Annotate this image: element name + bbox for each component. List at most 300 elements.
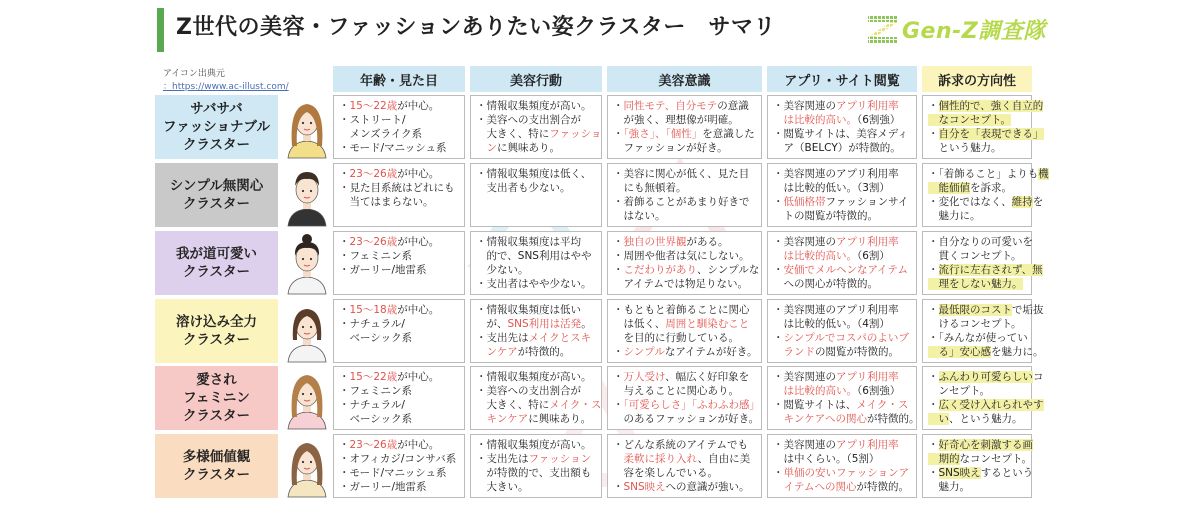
text-segment: ・ガーリー/地雷系 — [339, 481, 427, 493]
cell-text-line — [476, 331, 596, 345]
text-segment: SNS映え — [623, 481, 666, 493]
text-segment: メイクとスキ — [528, 332, 592, 344]
text-segment: アイテムでは物足りない。 — [613, 278, 749, 290]
text-segment: ・美容関連の — [773, 100, 836, 112]
text-segment: を意識した — [702, 128, 755, 140]
text-segment: は比較的低い。（3割） — [773, 182, 890, 194]
text-segment: 大きく、特に — [476, 399, 550, 411]
text-segment: ・ — [613, 399, 624, 411]
cluster-label — [155, 299, 278, 363]
cell-text-line — [613, 480, 756, 494]
cell-beauty-awareness — [607, 434, 762, 498]
text-segment: アプリ利用率 — [836, 439, 899, 451]
text-segment: という魅力。 — [928, 142, 1002, 154]
cell-text-line — [339, 398, 459, 412]
text-segment: なアイテムが好き。 — [664, 346, 758, 358]
cell-text-line — [773, 370, 911, 384]
cell-text-line — [613, 303, 756, 317]
text-segment: 同性モテ、自分モテ — [623, 100, 718, 112]
cluster-label — [155, 231, 278, 295]
text-segment: ・着飾ることがあまり好きで — [613, 196, 750, 208]
text-segment: （6割強） — [857, 114, 901, 126]
cell-text-line — [476, 141, 596, 155]
cluster-name-line: 溶け込み全力 — [176, 314, 257, 330]
cell-text-line — [613, 235, 756, 249]
column-header-3: 美容意識 — [607, 66, 762, 92]
cell-text-line — [773, 466, 911, 480]
text-segment: ・ — [339, 439, 350, 451]
cell-text-line — [613, 317, 756, 331]
cell-text-line — [928, 303, 1044, 317]
text-segment: 最低限のコスト — [938, 304, 1012, 316]
cell-text-line — [773, 235, 911, 249]
text-segment: ・「みんなが使ってい — [928, 332, 1028, 344]
text-segment: に興味あり。 — [528, 413, 592, 425]
text-segment: は比較的高い。 — [773, 250, 857, 262]
text-segment: ンセプト。 — [928, 385, 991, 397]
cell-app-site-browsing — [767, 434, 917, 498]
cell-text-line — [476, 466, 596, 480]
text-segment: が中心。 — [397, 168, 440, 180]
cell-text-line — [928, 249, 1026, 263]
cell-text-line — [339, 438, 459, 452]
text-segment: ・支出者はやや少ない。 — [476, 278, 592, 290]
cell-text-line — [339, 99, 459, 113]
text-segment: ・どんな系統のアイテムでも — [613, 439, 749, 451]
text-segment: けるコンセプト。 — [928, 318, 1022, 330]
text-segment: は中くらい。（5割） — [773, 453, 880, 465]
text-segment: ・ — [339, 371, 350, 383]
cell-text-line — [613, 277, 756, 291]
cell-text-line — [928, 452, 1033, 466]
text-segment: ・美容関連の — [773, 371, 836, 383]
text-segment: メイク・ス — [856, 399, 909, 411]
cell-text-line — [476, 398, 602, 412]
text-segment: ・美容関連のアプリ利用率 — [773, 304, 899, 316]
text-segment: ベーシック系 — [339, 413, 413, 425]
text-segment: 機 — [1038, 168, 1049, 180]
text-segment: にも無頓着。 — [613, 182, 687, 194]
text-segment: ・ — [773, 264, 784, 276]
text-segment: 自分を「表現できる」 — [938, 128, 1044, 140]
text-segment: ・支出先は — [476, 332, 529, 344]
text-segment: 維持 — [1011, 196, 1033, 208]
text-segment: 大きく、特に — [476, 128, 550, 140]
cell-beauty-awareness — [607, 231, 762, 295]
cell-text-line — [339, 370, 459, 384]
cluster-name-line: クラスター — [182, 408, 251, 424]
text-segment: メンズライク系 — [339, 128, 423, 140]
text-segment: 独自の世界観 — [623, 236, 687, 248]
text-segment: ・ — [928, 264, 939, 276]
cluster-label — [155, 163, 278, 227]
cell-text-line — [773, 303, 911, 317]
cell-text-line — [928, 141, 1026, 155]
cell-text-line — [928, 235, 1033, 249]
cell-text-line — [613, 99, 756, 113]
cluster-name-line: クラスター — [182, 196, 251, 212]
text-segment: 少ない。 — [476, 264, 529, 276]
cell-text-line — [476, 384, 596, 398]
text-segment: 万人受け — [623, 371, 666, 383]
cluster-name-line: 多様価値観 — [182, 449, 251, 465]
cell-text-line — [339, 235, 459, 249]
text-segment: 個性的で、強く自立的 — [938, 100, 1044, 112]
cell-text-line — [773, 452, 911, 466]
cell-text-line — [339, 452, 459, 466]
text-segment: 、シンプルな — [697, 264, 760, 276]
text-segment: ・閲覧サイトは、 — [773, 399, 857, 411]
cell-text-line — [476, 99, 596, 113]
text-segment: る」 — [928, 346, 960, 358]
cell-text-line — [476, 317, 596, 331]
cell-text-line — [339, 249, 459, 263]
text-segment: 的で、SNS利用はやや — [476, 250, 592, 262]
cell-text-line — [928, 370, 1044, 384]
text-segment: 単価の安いファッションア — [783, 467, 910, 479]
text-segment: 15～22歳 — [349, 100, 398, 112]
text-segment: 23～26歳 — [349, 236, 398, 248]
text-segment: が特徴的。 — [517, 346, 571, 358]
text-segment: がある。 — [686, 236, 729, 248]
cell-text-line — [476, 113, 596, 127]
man-short-hair-avatar-icon — [282, 164, 332, 226]
cell-text-line — [476, 235, 596, 249]
text-segment: ・もともと着飾ることに関心 — [613, 304, 750, 316]
text-segment: ・周囲や他者は気にしない。 — [613, 250, 750, 262]
cell-text-line — [339, 127, 459, 141]
text-segment: を魅力に。 — [991, 346, 1044, 358]
text-segment: 23～26歳 — [349, 168, 398, 180]
cell-text-line — [928, 167, 1049, 181]
text-segment: 貫くコンセプト。 — [928, 250, 1022, 262]
cell-text-line — [773, 249, 911, 263]
text-segment: SNS利用は活発 — [507, 318, 582, 330]
cell-text-line — [613, 412, 760, 426]
text-segment: 、自由に美 — [697, 453, 751, 465]
text-segment: コ — [1033, 371, 1044, 383]
text-segment: 「強さ」、「個性」 — [623, 128, 703, 140]
text-segment: が中心。 — [397, 371, 440, 383]
cell-text-line — [613, 249, 756, 263]
column-header-5: 訴求の方向性 — [922, 66, 1032, 92]
cell-beauty-behavior — [470, 434, 602, 498]
cell-text-line — [476, 438, 596, 452]
text-segment: 大きい。 — [476, 481, 529, 493]
text-segment: ・ — [928, 100, 939, 112]
logo — [866, 12, 1046, 46]
cell-text-line — [773, 127, 911, 141]
cell-age-look — [333, 95, 465, 159]
text-segment: が中心。 — [397, 236, 440, 248]
text-segment: ファッション — [528, 453, 592, 465]
text-segment: 23～26歳 — [349, 439, 398, 451]
text-segment: 当てはまらない。 — [339, 196, 434, 208]
text-segment: ・ストリート/ — [339, 114, 406, 126]
text-segment: ・ — [613, 100, 624, 112]
text-segment: 好奇心を刺激する画 — [938, 439, 1033, 451]
cell-age-look — [333, 366, 465, 430]
text-segment: は比較的低い。（4割） — [773, 318, 890, 330]
cell-text-line — [476, 370, 596, 384]
cell-text-line — [339, 331, 459, 345]
text-segment: ・ — [339, 304, 350, 316]
text-segment: ア（BELCY）が特徴的。 — [773, 142, 901, 154]
text-segment: は低く、 — [613, 318, 666, 330]
woman-bun-avatar-icon — [282, 232, 332, 294]
cell-text-line — [773, 263, 911, 277]
cell-text-line — [339, 384, 459, 398]
cell-appeal-direction — [922, 231, 1043, 295]
text-segment: は比較的高い。 — [773, 385, 857, 397]
text-segment: 魅力。 — [928, 481, 970, 493]
cell-text-line — [476, 480, 596, 494]
text-segment: 、という魅力。 — [949, 413, 1023, 425]
cell-text-line — [773, 412, 920, 426]
cell-appeal-direction — [922, 299, 1044, 363]
cell-age-look — [333, 299, 465, 363]
text-segment: ・ナチュラル/ — [339, 318, 405, 330]
source-link[interactable]: ：https://www.ac-illust.com/ — [163, 82, 289, 92]
cell-text-line — [773, 345, 911, 359]
cell-text-line — [928, 113, 1026, 127]
page-title: Z世代の美容・ファッションありたい姿クラスター サマリ — [176, 15, 776, 40]
cell-text-line — [613, 127, 756, 141]
text-segment: （6割強） — [857, 385, 901, 397]
text-segment: 、幅広く好印象を — [665, 371, 750, 383]
text-segment: の意識 — [717, 100, 749, 112]
text-segment: ・支出先は — [476, 453, 529, 465]
text-segment: を訴求。 — [970, 182, 1012, 194]
cell-text-line — [613, 209, 756, 223]
cluster-name-line: クラスター — [182, 137, 251, 153]
cell-text-line — [773, 277, 911, 291]
cell-text-line — [613, 384, 756, 398]
cell-app-site-browsing — [767, 163, 917, 227]
cell-appeal-direction — [922, 434, 1032, 498]
cell-text-line — [928, 466, 1034, 480]
text-segment: が強く、理想像が明確。 — [613, 114, 739, 126]
cell-text-line — [928, 181, 1026, 195]
text-segment: 理をしない魅力。 — [928, 278, 1023, 290]
text-segment: ・美容に関心が低く、見た目 — [613, 168, 750, 180]
cell-beauty-behavior — [470, 366, 602, 430]
cell-text-line — [773, 384, 911, 398]
text-segment: の閲覧が特徴的。 — [815, 346, 899, 358]
logo-z-icon — [866, 12, 900, 46]
cell-app-site-browsing — [767, 231, 917, 295]
cell-beauty-awareness — [607, 163, 762, 227]
cluster-name-line: クラスター — [182, 264, 251, 280]
text-segment: ・ — [928, 304, 939, 316]
text-segment: ・情報収集頻度は平均 — [476, 236, 581, 248]
text-segment: するという — [980, 467, 1034, 479]
cell-text-line — [613, 466, 756, 480]
cell-text-line — [773, 141, 911, 155]
cell-text-line — [613, 141, 756, 155]
cell-text-line — [476, 181, 596, 195]
text-segment: こだわりがあり — [623, 264, 697, 276]
text-segment: ・ — [773, 196, 784, 208]
cell-text-line — [928, 277, 1026, 291]
cell-text-line — [476, 452, 596, 466]
cluster-name-line: ファッショナブル — [163, 119, 270, 135]
cell-text-line — [773, 331, 911, 345]
cell-beauty-awareness — [607, 299, 762, 363]
text-segment: ・美容関連のアプリ利用率 — [773, 168, 899, 180]
text-segment: なコンセプト。 — [928, 114, 1012, 126]
cell-text-line — [613, 167, 756, 181]
text-segment: が特徴的で、支出額も — [476, 467, 592, 479]
text-segment: シンプル — [623, 346, 665, 358]
cluster-label — [155, 95, 278, 159]
cell-text-line — [339, 181, 459, 195]
cell-beauty-behavior — [470, 231, 602, 295]
text-segment: ファッションが好き。 — [613, 142, 728, 154]
text-segment: を目的に行動している。 — [613, 332, 739, 344]
text-segment: のあるファッションが好き。 — [613, 413, 760, 425]
text-segment: ・ — [613, 236, 624, 248]
cell-age-look — [333, 434, 465, 498]
text-segment: （6割） — [857, 250, 890, 262]
cell-text-line — [339, 466, 459, 480]
woman-medium-hair-avatar-icon — [282, 300, 332, 362]
text-segment: が特徴的。 — [856, 481, 909, 493]
text-segment: ランド — [773, 346, 815, 358]
text-segment: ファッショ — [549, 128, 602, 140]
text-segment: はない。 — [613, 210, 666, 222]
text-segment: ・ — [613, 371, 624, 383]
cell-text-line — [928, 263, 1043, 277]
text-segment: ・ガーリー/地雷系 — [339, 264, 427, 276]
cell-text-line — [476, 249, 596, 263]
text-segment: アプリ利用率 — [836, 236, 899, 248]
text-segment: を — [1032, 196, 1044, 208]
cluster-name-line: 我が道可愛い — [176, 246, 257, 262]
cell-text-line — [773, 209, 911, 223]
cell-text-line — [476, 167, 596, 181]
cell-text-line — [928, 317, 1026, 331]
cell-text-line — [613, 438, 756, 452]
cell-text-line — [339, 195, 459, 209]
text-segment: 広く受け入れられやす — [938, 399, 1044, 411]
cell-text-line — [613, 263, 760, 277]
cell-text-line — [773, 480, 911, 494]
text-segment: ふんわり可愛らしい — [938, 371, 1033, 383]
cell-text-line — [339, 412, 459, 426]
cell-age-look — [333, 231, 465, 295]
cell-beauty-behavior — [470, 95, 602, 159]
cell-text-line — [928, 480, 1026, 494]
text-segment: ・ — [613, 346, 624, 358]
text-segment: ファッションサイ — [825, 196, 909, 208]
cell-text-line — [928, 412, 1026, 426]
cell-appeal-direction — [922, 95, 1044, 159]
cell-text-line — [773, 398, 911, 412]
text-segment: ・情報収集頻度が高い。 — [476, 371, 592, 383]
text-segment: への関心が特徴的。 — [773, 278, 878, 290]
text-segment: が、 — [476, 318, 508, 330]
text-segment: ・ — [928, 371, 939, 383]
column-header-1: 年齢・見た目 — [333, 66, 465, 92]
cell-text-line — [773, 181, 911, 195]
cell-text-line — [476, 127, 602, 141]
cell-text-line — [928, 209, 1026, 223]
cell-text-line — [613, 370, 756, 384]
cell-text-line — [613, 452, 756, 466]
text-segment: ・ — [928, 439, 939, 451]
text-segment: なコンセプト。 — [959, 453, 1033, 465]
text-segment: ンケア — [476, 346, 518, 358]
source-label: アイコン出典元 — [163, 69, 225, 79]
cell-text-line — [928, 195, 1044, 209]
text-segment: ・美容への支出割合が — [476, 385, 581, 397]
text-segment: ・美容関連の — [773, 236, 836, 248]
cell-appeal-direction — [922, 366, 1044, 430]
text-segment: 周囲と馴染むこと — [665, 318, 750, 330]
cell-text-line — [476, 303, 596, 317]
text-segment: SNS映え — [938, 467, 981, 479]
cluster-name-line: クラスター — [182, 467, 251, 483]
text-segment: 流行に左右されず、無 — [938, 264, 1043, 276]
cluster-name-line: シンプル無関心 — [169, 178, 264, 194]
cell-text-line — [613, 331, 756, 345]
text-segment: は比較的高い。 — [773, 114, 857, 126]
text-segment: 15～22歳 — [349, 371, 398, 383]
text-segment: 容を楽しんでいる。 — [613, 467, 718, 479]
cell-text-line — [339, 480, 459, 494]
text-segment: で垢抜 — [1012, 304, 1044, 316]
cell-text-line — [928, 398, 1044, 412]
cluster-name-line: 愛され — [196, 372, 237, 388]
text-segment: ・フェミニン系 — [339, 250, 412, 262]
cell-beauty-awareness — [607, 366, 762, 430]
text-segment: ・情報収集頻度が高い。 — [476, 100, 592, 112]
text-segment: ・オフィカジ/コンサバ系 — [339, 453, 457, 465]
text-segment: ・閲覧サイトは、美容メディ — [773, 128, 908, 140]
text-segment: ・情報収集頻度が高い。 — [476, 439, 592, 451]
text-segment: 。 — [581, 318, 592, 330]
cluster-name-line: フェミニン — [183, 390, 250, 406]
text-segment: 15～18歳 — [349, 304, 398, 316]
title-accent-bar — [157, 8, 164, 52]
cell-text-line — [773, 195, 911, 209]
text-segment: ・ — [773, 332, 784, 344]
text-segment: への意識が強い。 — [665, 481, 750, 493]
text-segment: が特徴的。 — [866, 413, 920, 425]
text-segment: 柔軟に採り入れ — [623, 453, 698, 465]
text-segment: ・美容関連の — [773, 439, 836, 451]
cell-text-line — [339, 317, 459, 331]
cell-text-line — [339, 263, 459, 277]
cell-text-line — [928, 127, 1044, 141]
cell-text-line — [476, 345, 596, 359]
text-segment: ・ — [613, 128, 624, 140]
text-segment: 能価値 — [928, 182, 970, 194]
text-segment: シンプルでコスパのよいブ — [783, 332, 909, 344]
text-segment: ・モード/マニッシュ系 — [339, 142, 447, 154]
cell-text-line — [928, 384, 1026, 398]
column-header-4: アプリ・サイト閲覧 — [767, 66, 917, 92]
cell-app-site-browsing — [767, 95, 917, 159]
text-segment: い — [928, 413, 949, 425]
cell-text-line — [928, 345, 1044, 359]
cell-text-line — [928, 331, 1026, 345]
cell-text-line — [613, 345, 756, 359]
text-segment: 支出者も少ない。 — [476, 182, 571, 194]
text-segment: ・「着飾ること」よりも — [928, 168, 1039, 180]
cell-age-look — [333, 163, 465, 227]
